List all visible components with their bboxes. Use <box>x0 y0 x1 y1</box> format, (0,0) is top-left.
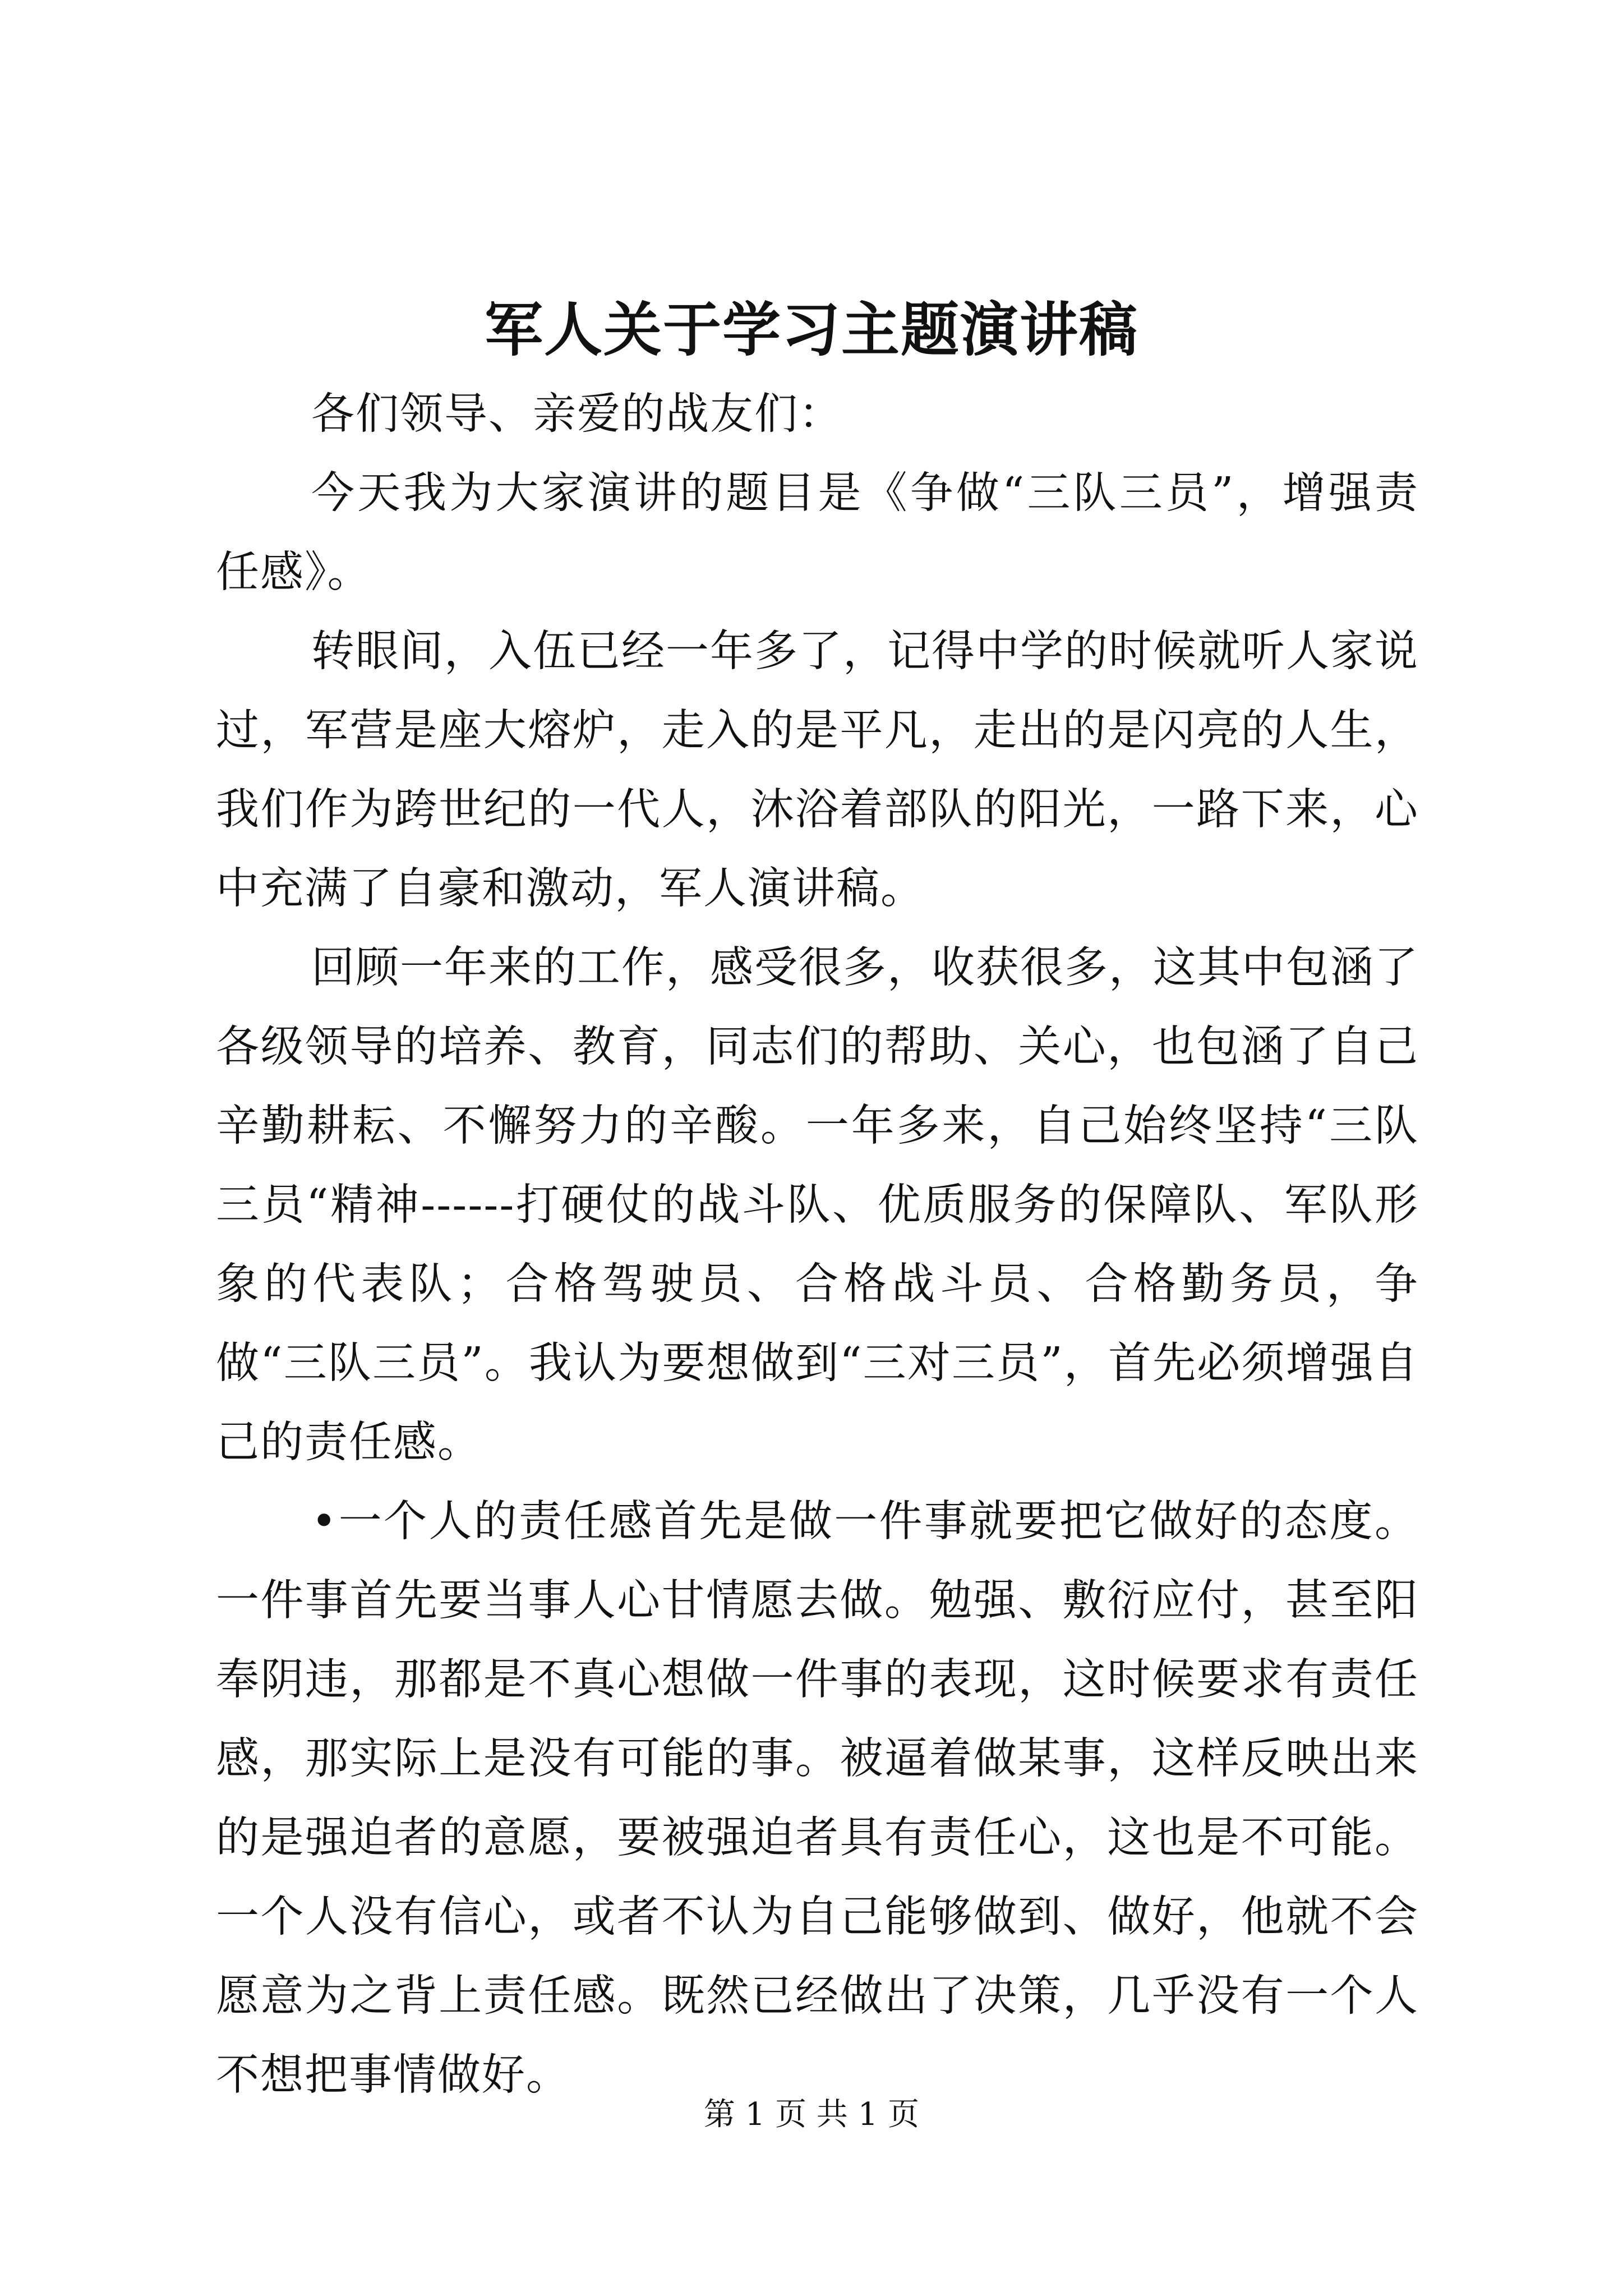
body-paragraph: 回顾一年来的工作，感受很多，收获很多，这其中包涵了各级领导的培养、教育，同志们的帮助、关心，也包涵了自己辛勤耕耘、不懈努力的辛酸。一年多来，自己始终坚持“三队三员“精神------打硬仗的战斗队、优质服务的保障队、军队形象的代表队；合格驾驶员、合格战斗员、合格勤务员，争做“三队三员”。我认为要想做到“三对三员”，首先必须增强自己的责任感。 <box>216 943 1419 1467</box>
document-title: 军人关于学习主题演讲稿 <box>484 295 1138 364</box>
topic-paragraph: 今天我为大家演讲的题目是《争做“三队三员”，增强责任感》。 <box>216 468 1419 597</box>
page-footer: 第 1 页 共 1 页 <box>703 2096 920 2133</box>
document-body <box>216 375 1419 2115</box>
salutation-paragraph: 各们领导、亲爱的战友们： <box>311 389 843 439</box>
body-paragraph: 转眼间，入伍已经一年多了，记得中学的时候就听人家说过，军营是座大熔炉，走入的是平凡，走出的是闪亮的人生，我们作为跨世纪的一代人，沐浴着部队的阳光，一路下来，心中充满了自豪和激动，军人演讲稿。 <box>216 627 1419 914</box>
bullet-paragraph: •一个人的责任感首先是做一件事就要把它做好的态度。一件事首先要当事人心甘情愿去做。勉强、敷衍应付，甚至阳奉阴违，那都是不真心想做一件事的表现，这时候要求有责任感，那实际上是没有可能的事。被逼着做某事，这样反映出来的是强迫者的意愿，要被强迫者具有责任心，这也是不可能。一个人没有信心，或者不认为自己能够做到、做好，他就不会愿意为之背上责任感。既然已经做出了决策，几乎没有一个人不想把事情做好。 <box>216 1497 1419 2100</box>
